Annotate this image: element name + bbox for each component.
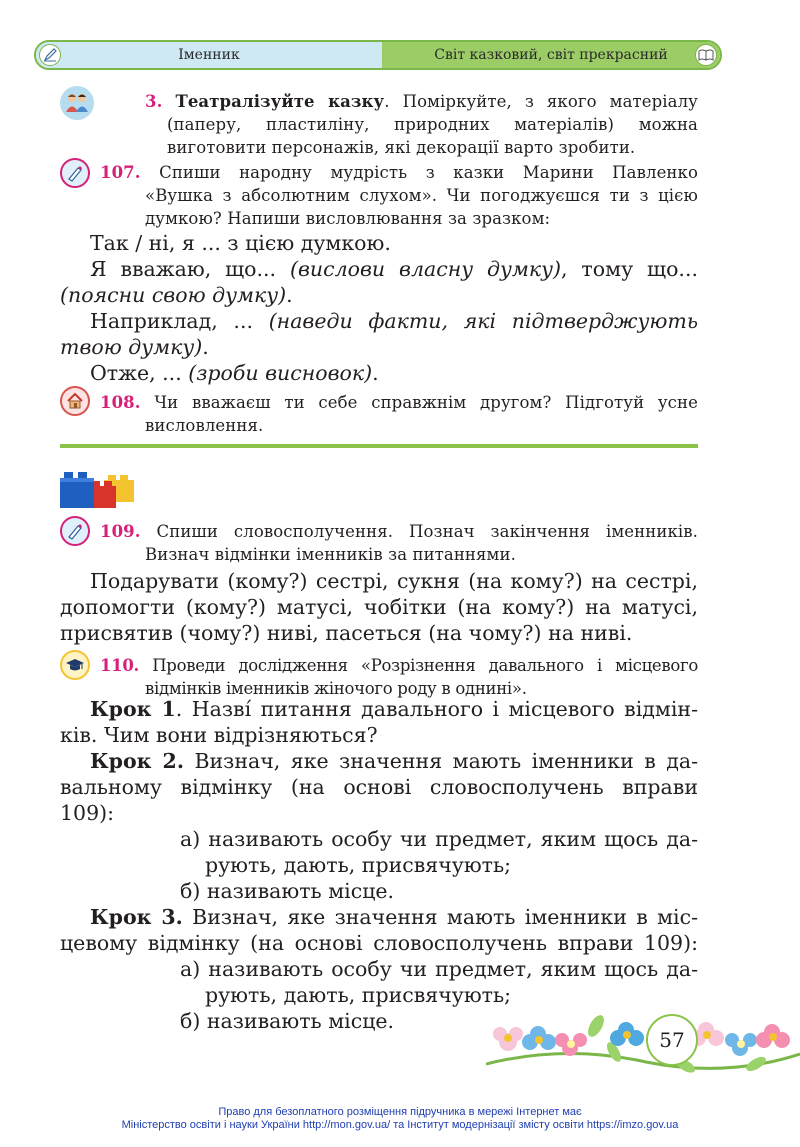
header-section-left (36, 42, 382, 68)
step3-option-a: а) називають особу чи предмет, яким щось да- (180, 957, 698, 981)
footer-line1: Право для безоплатного розміщення підручника в мережі Інтернет має (218, 1106, 582, 1118)
book-icon (695, 44, 717, 66)
task3-block (145, 90, 698, 159)
building-blocks-icon (58, 466, 142, 510)
ex108-line2: висловлення. (145, 416, 264, 435)
step2-option-a-cont: рують, дають, присвячують; (205, 853, 512, 877)
ex107-sentence-2-cont: (поясни свою думку). (60, 283, 293, 307)
ex110-line2: відмінків іменників жіночого роду в однині». (145, 679, 527, 698)
ex110-line1: 110. Проведи дослідження «Розрізнення давального і місцевого (100, 656, 698, 675)
step3-option-a-cont: рують, дають, присвячують; (205, 983, 512, 1007)
step2-line2: вальному відмінку (на основі словосполучень вправи 109): (60, 775, 698, 825)
step1-line1: Крок 1. Назві́ питання давального і місцевого відмін- (90, 697, 698, 721)
flower-decoration (486, 1004, 800, 1080)
header-section-right (382, 42, 720, 68)
header-title-right: Світ казковий, світ прекрасний (434, 47, 668, 63)
home-icon (60, 386, 90, 416)
ex107-line2: «Вушка з абсолютним слухом». Чи погоджуєшся ти з цією (145, 186, 698, 205)
ex110-instruction (100, 654, 698, 700)
step3-line2: цевому відмінку (на основі словосполучень вправи 109): (60, 931, 698, 955)
ex109-phrase-line1: Подарувати (кому?) сестрі, сукня (на кому?) на сестрі, (90, 569, 698, 593)
ex107-instruction (100, 161, 698, 230)
step2-label: Крок 2. (90, 749, 184, 773)
ex107-template (60, 230, 698, 386)
footer-line2: Міністерство освіти і науки України http://mon.gov.ua/ та Інститут модернізації змісту освіти https://imzo.gov.ua (121, 1119, 679, 1131)
step1-label: Крок 1 (90, 697, 176, 721)
step2-option-b: б) називають місце. (180, 879, 395, 903)
ex109-line1: 109. Спиши словосполучення. Познач закінчення іменників. (100, 522, 698, 541)
section-divider (60, 444, 698, 448)
step2-line1: Крок 2. Визнач, яке значення мають іменники в да- (90, 749, 699, 773)
task3-line1: 3. Театралізуйте казку. Поміркуйте, з якого матеріалу (145, 92, 698, 111)
step2-option-a: а) називають особу чи предмет, яким щось да- (180, 827, 698, 851)
task3-line3: виготовити персонажів, які декорації варто зробити. (167, 138, 636, 157)
footer-license (0, 1106, 800, 1132)
step3-line1: Крок 3. Визнач, яке значення мають іменники в міс- (90, 905, 699, 929)
ex107-line3: думкою? Напиши висловлювання за зразком: (145, 209, 551, 228)
step3-label: Крок 3. (90, 905, 183, 929)
pen-icon (39, 44, 61, 66)
ex109-phrase-line3: присвятив (чому?) ниві, пасеться (на чому?) на ниві. (60, 621, 633, 645)
task3-bold: Театралізуйте казку (175, 92, 385, 111)
task3-line2: (паперу, пластиліну, природних матеріалів) можна (167, 115, 698, 134)
ex108-block (100, 391, 698, 437)
ex107-line1: 107. Спиши народну мудрість з казки Марини Павленко (100, 163, 698, 182)
page-header (34, 40, 722, 70)
ex108-line1: 108. Чи вважаєш ти себе справжнім другом? Підготуй усне (100, 393, 698, 412)
ex110-steps (60, 696, 698, 1034)
ex107-sentence-2: Я вважаю, що... (вислови власну думку), тому що... (90, 257, 698, 281)
ex107-sentence-3: Наприклад, ... (наведи факти, які підтверджують (90, 309, 698, 333)
ex109-phrases (60, 568, 698, 646)
step1-line2: ків. Чим вони відрізняються? (60, 723, 378, 747)
step3-option-b: б) називають місце. (180, 1009, 395, 1033)
writing-hand-icon (60, 158, 90, 188)
writing-hand-icon (60, 516, 90, 546)
ex109-line2: Визнач відмінки іменників за питаннями. (145, 545, 516, 564)
group-work-icon (60, 86, 94, 120)
ex109-instruction (100, 520, 698, 566)
ex107-sentence-1: Так / ні, я ... з цією думкою. (90, 231, 391, 255)
ex109-phrase-line2: допомогти (кому?) матусі, чобітки (на кому?) на матусі, (60, 595, 698, 619)
page-number: 57 (646, 1014, 698, 1066)
graduation-cap-icon (60, 650, 90, 680)
ex107-sentence-4: Отже, ... (зроби висновок). (90, 361, 379, 385)
header-title-left: Іменник (178, 47, 240, 63)
ex107-sentence-3-cont: твою думку). (60, 335, 209, 359)
